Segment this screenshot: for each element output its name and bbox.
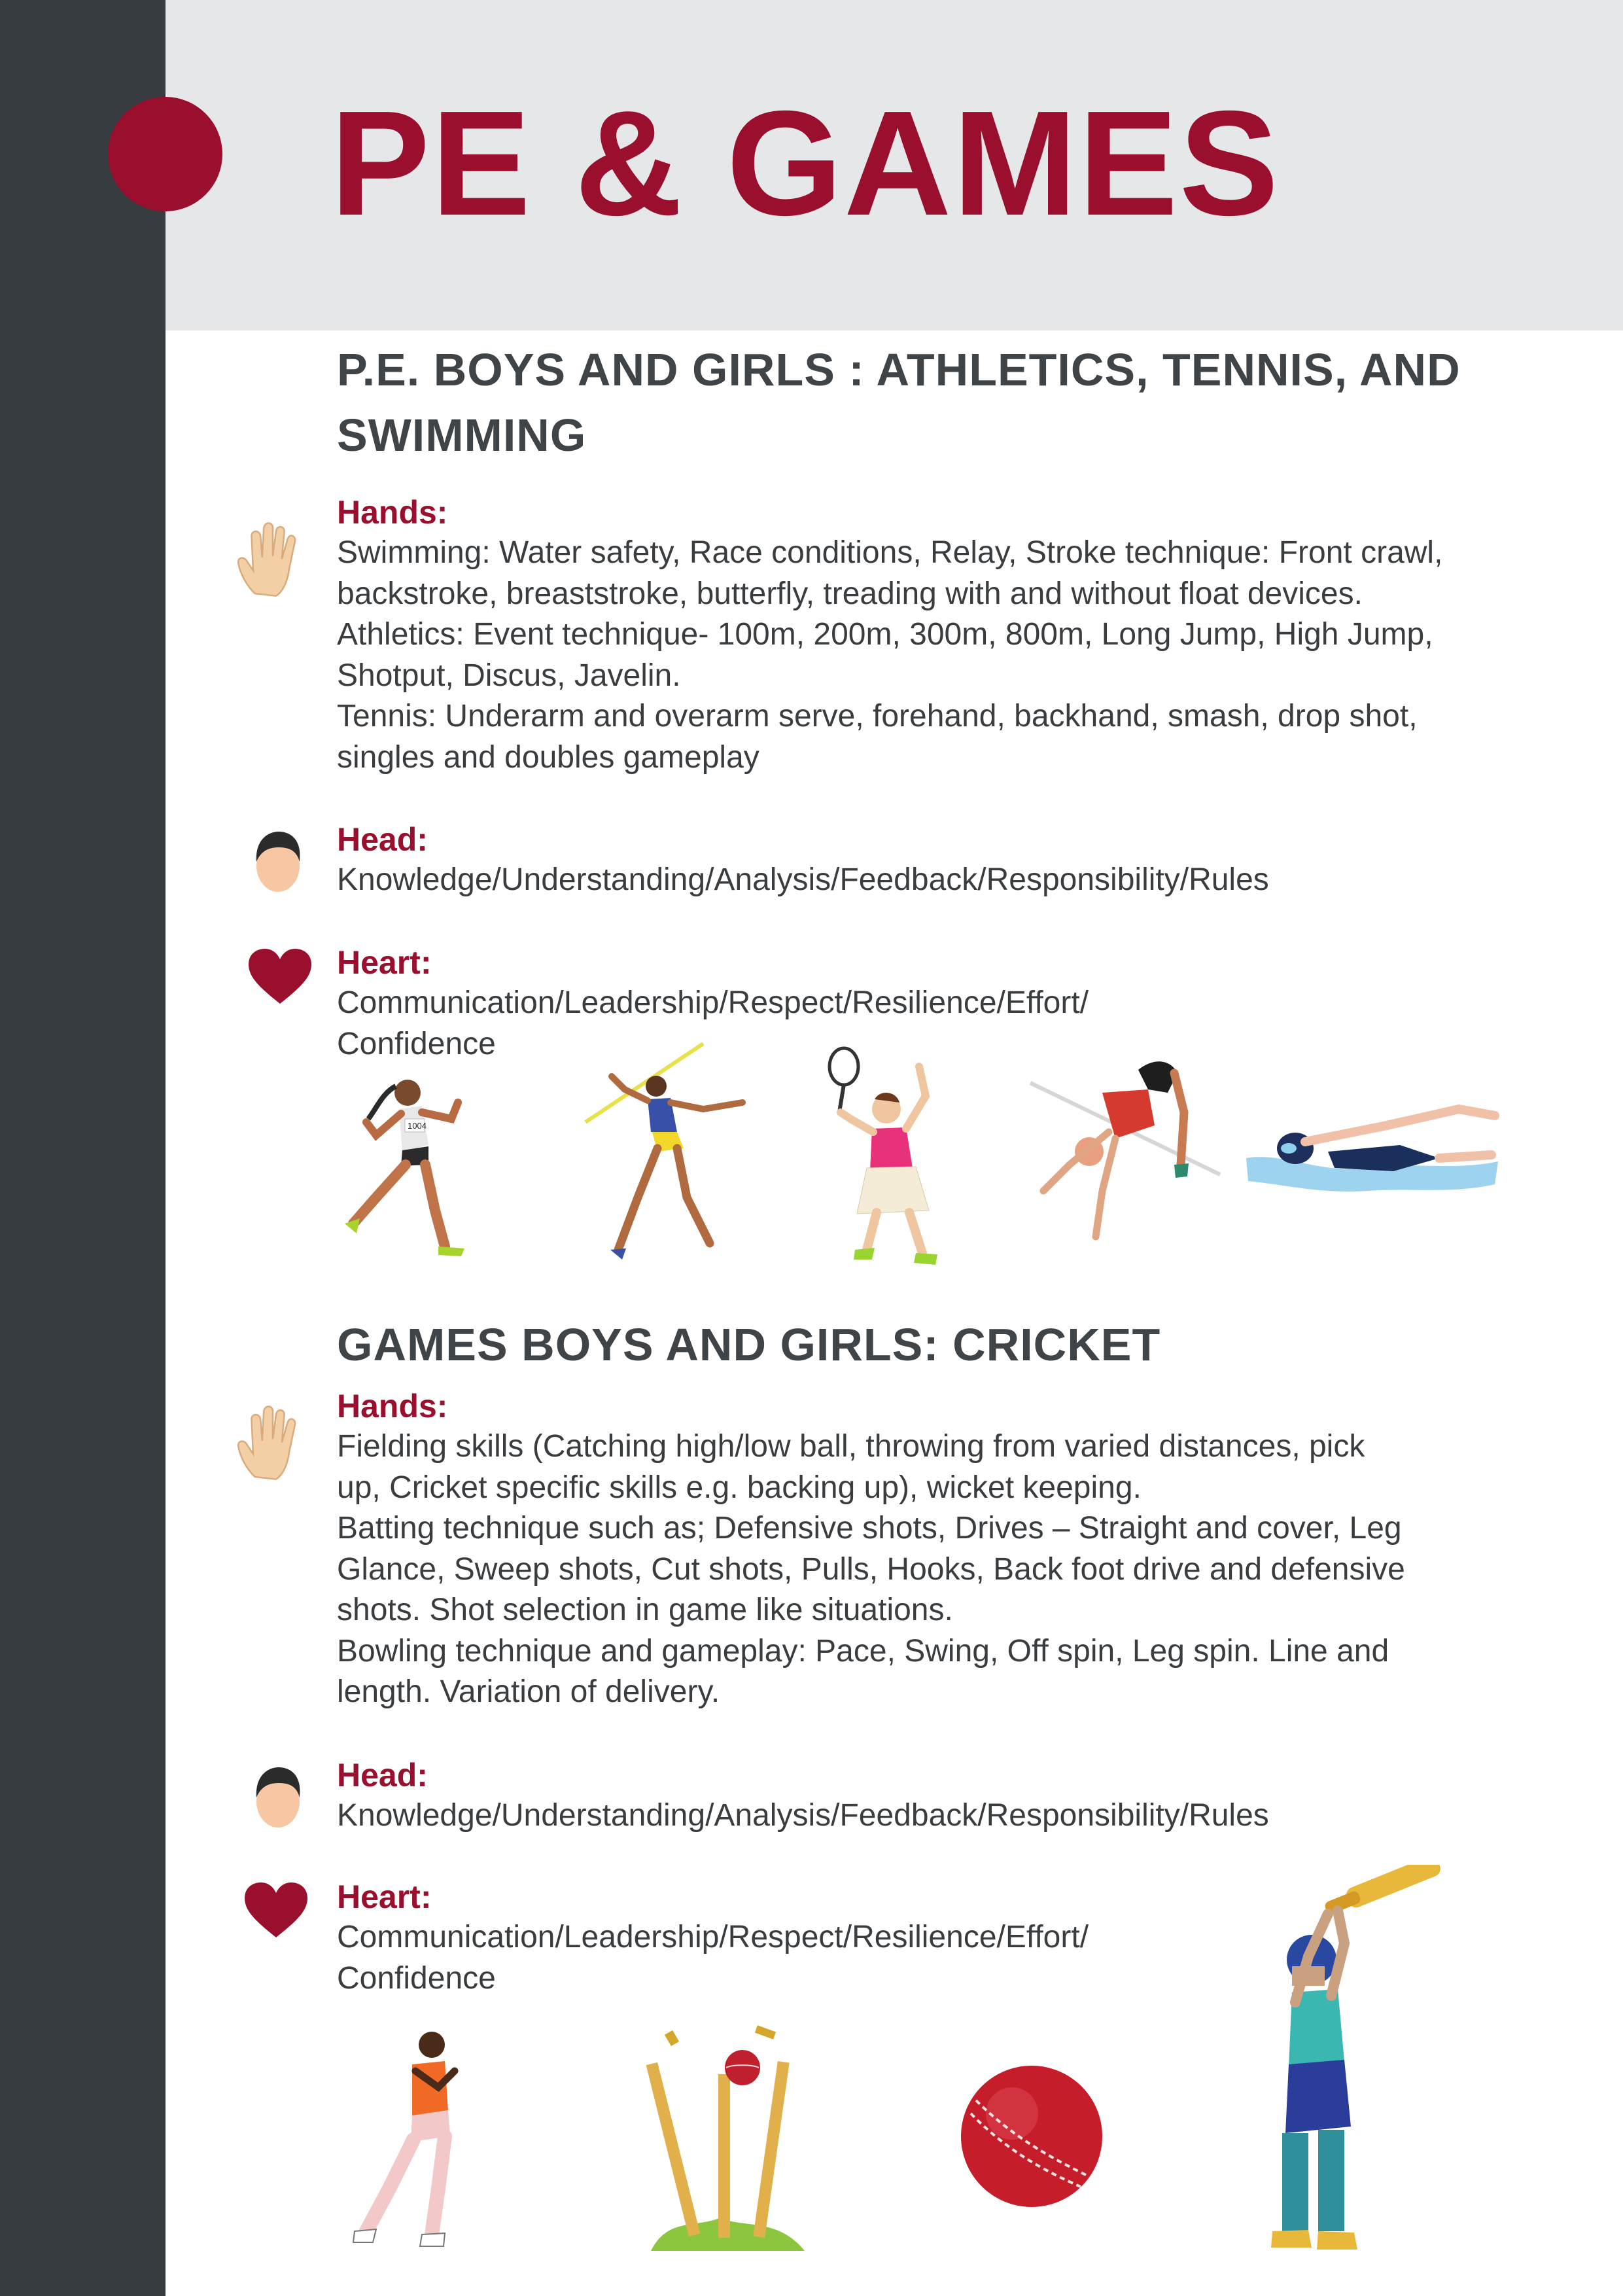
- high-jumper-illustration: [1017, 1053, 1230, 1253]
- pe-hands-line: Shotput, Discus, Javelin.: [337, 658, 681, 693]
- pe-head-block: [337, 819, 1580, 901]
- heart-icon: [247, 947, 313, 1005]
- pe-hands-block: [337, 492, 1580, 778]
- cricket-head-label: Head:: [337, 1757, 428, 1793]
- batsman-illustration: [1246, 1865, 1446, 2254]
- hand-icon: [230, 1402, 312, 1483]
- cricket-hands-line: shots. Shot selection in game like situations.: [337, 1593, 953, 1627]
- pe-heart-line: Confidence: [337, 1026, 496, 1061]
- stumps-hit-illustration: [641, 2002, 811, 2251]
- hand-icon: [230, 518, 312, 600]
- pe-head-label: Head:: [337, 821, 428, 858]
- runner-bib-number: 1004: [408, 1121, 427, 1131]
- cricket-heart-line: Communication/Leadership/Respect/Resilience/Effort/: [337, 1920, 1089, 1954]
- tennis-player-illustration: [814, 1037, 945, 1273]
- cricket-hands-line: Fielding skills (Catching high/low ball, throwing from varied distances, pick: [337, 1429, 1365, 1464]
- pe-heart-line: Communication/Leadership/Respect/Resilience/Effort/: [337, 985, 1089, 1020]
- section-title-pe: P.E. BOYS AND GIRLS : ATHLETICS, TENNIS, AND SWIMMING: [337, 344, 1461, 461]
- cricket-hands-block: [337, 1386, 1580, 1713]
- pe-heart-label: Heart:: [337, 944, 432, 981]
- javelin-thrower-illustration: [579, 1040, 749, 1266]
- cricket-hands-line: length. Variation of delivery.: [337, 1674, 720, 1709]
- cricket-hands-line: up, Cricket specific skills e.g. backing up), wicket keeping.: [337, 1470, 1142, 1505]
- left-sidebar-bar: [0, 0, 166, 2296]
- pe-hands-label: Hands:: [337, 494, 448, 531]
- pe-hands-line: Athletics: Event technique- 100m, 200m, 300m, 800m, Long Jump, High Jump,: [337, 617, 1433, 652]
- pe-hands-line: Tennis: Underarm and overarm serve, forehand, backhand, smash, drop shot,: [337, 699, 1418, 733]
- pe-head-text: Knowledge/Understanding/Analysis/Feedback/Responsibility/Rules: [337, 862, 1269, 897]
- fielder-catching-illustration: [340, 2025, 487, 2254]
- page-title: PE & GAMES: [330, 80, 1280, 247]
- cricket-heart-line: Confidence: [337, 1960, 496, 1996]
- section-title-cricket: GAMES BOYS AND GIRLS: CRICKET: [337, 1319, 1161, 1370]
- heart-icon: [243, 1881, 309, 1939]
- runner-illustration: [330, 1073, 481, 1266]
- head-icon: [249, 828, 307, 896]
- pe-heart-block: [337, 942, 1580, 1065]
- cricket-head-block: [337, 1755, 1580, 1837]
- cricket-hands-label: Hands:: [337, 1388, 448, 1424]
- cricket-ball-illustration: [956, 2061, 1107, 2212]
- cricket-hands-line: Batting technique such as; Defensive shots, Drives – Straight and cover, Leg: [337, 1511, 1402, 1545]
- swimmer-illustration: [1243, 1096, 1501, 1204]
- pe-hands-line: backstroke, breaststroke, butterfly, treading with and without float devices.: [337, 576, 1363, 611]
- cricket-head-text: Knowledge/Understanding/Analysis/Feedback/Responsibility/Rules: [337, 1798, 1269, 1833]
- header-accent-circle: [108, 97, 222, 211]
- cricket-heart-label: Heart:: [337, 1879, 432, 1915]
- cricket-hands-line: Bowling technique and gameplay: Pace, Swing, Off spin, Leg spin. Line and: [337, 1633, 1389, 1669]
- cricket-hands-line: Glance, Sweep shots, Cut shots, Pulls, Hooks, Back foot drive and defensive: [337, 1551, 1405, 1587]
- pe-hands-line: Swimming: Water safety, Race conditions, Relay, Stroke technique: Front crawl,: [337, 535, 1443, 570]
- pe-hands-line: singles and doubles gameplay: [337, 739, 759, 775]
- head-icon: [249, 1763, 307, 1832]
